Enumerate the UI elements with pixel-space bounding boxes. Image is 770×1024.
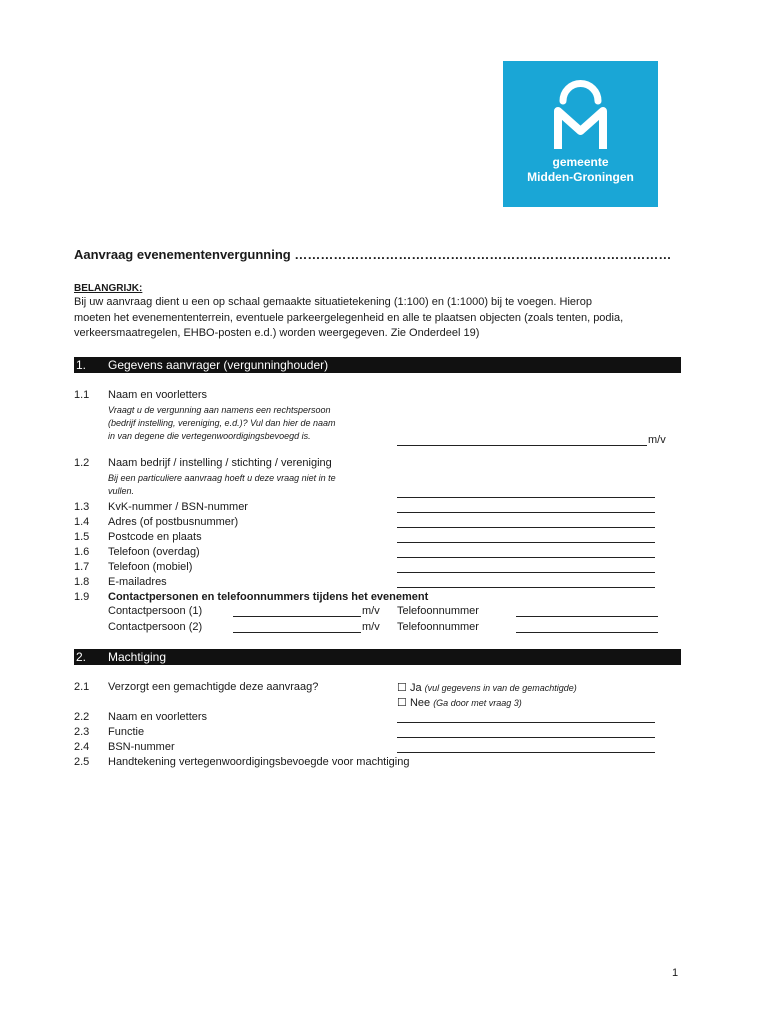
contact-1-phone-label: Telefoonnummer <box>397 605 479 617</box>
q1-5-input-line[interactable] <box>397 542 655 543</box>
q1-1-suffix: m/v <box>648 434 666 446</box>
page-number: 1 <box>672 967 679 979</box>
q1-7-label: Telefoon (mobiel) <box>108 561 193 573</box>
q1-2-input-line[interactable] <box>397 497 655 498</box>
contact-2-phone-label: Telefoonnummer <box>397 621 479 633</box>
contact-2-phone-input-line[interactable] <box>516 632 658 633</box>
q2-5-number: 2.5 <box>74 756 90 768</box>
q1-4-input-line[interactable] <box>397 527 655 528</box>
form-title: Aanvraag evenementenvergunning …………………………………………………………………………… <box>74 247 672 262</box>
q1-1-input-line[interactable] <box>397 445 647 446</box>
q1-3-label: KvK-nummer / BSN-nummer <box>108 501 248 513</box>
q1-6-number: 1.6 <box>74 546 90 558</box>
q1-8-label: E-mailadres <box>108 576 167 588</box>
q2-2-number: 2.2 <box>74 711 90 723</box>
contact-2-label: Contactpersoon (2) <box>108 621 203 633</box>
q2-1-label: Verzorgt een gemachtigde deze aanvraag? <box>108 681 319 693</box>
q1-2-hint-2: vullen. <box>108 486 135 496</box>
important-line-2: moeten het evenemententerrein, eventuele parkeergelegenheid en alle te plaatsen objecten (zoals tenten, podia, <box>74 312 624 324</box>
q2-4-input-line[interactable] <box>397 752 655 753</box>
q1-8-input-line[interactable] <box>397 587 655 588</box>
q1-7-number: 1.7 <box>74 561 90 573</box>
m-logo-icon <box>503 61 658 207</box>
section-2-number: 2. <box>76 650 87 664</box>
section-2-header <box>74 649 681 665</box>
section-1-title: Gegevens aanvrager (vergunninghouder) <box>108 358 329 372</box>
contact-1-phone-input-line[interactable] <box>516 616 658 617</box>
q1-2-hint-1: Bij een particuliere aanvraag hoeft u deze vraag niet in te <box>108 473 336 483</box>
important-line-3: verkeersmaatregelen, EHBO-posten e.d.) worden weergegeven. Zie Onderdeel 19) <box>74 327 480 339</box>
q2-3-number: 2.3 <box>74 726 90 738</box>
option-nee-label: Nee <box>409 697 431 709</box>
logo-text-line2: Midden-Groningen <box>527 170 634 184</box>
q2-4-label: BSN-nummer <box>108 741 175 753</box>
q1-8-number: 1.8 <box>74 576 90 588</box>
q1-3-number: 1.3 <box>74 501 90 513</box>
q2-2-input-line[interactable] <box>397 722 655 723</box>
q1-1-hint-2: (bedrijf instelling, vereniging, e.d.)? Vul dan hier de naam <box>108 418 336 428</box>
q1-4-number: 1.4 <box>74 516 90 528</box>
q1-9-number: 1.9 <box>74 591 90 603</box>
q2-2-label: Naam en voorletters <box>108 711 208 723</box>
option-nee-checkbox[interactable]: ☐ <box>397 697 407 709</box>
q1-5-label: Postcode en plaats <box>108 531 202 543</box>
q2-1-number: 2.1 <box>74 681 90 693</box>
q1-6-input-line[interactable] <box>397 557 655 558</box>
option-nee-note: (Ga door met vraag 3) <box>433 698 522 708</box>
contact-2-suffix: m/v <box>362 621 380 633</box>
important-heading: BELANGRIJK: <box>74 283 143 294</box>
q1-7-input-line[interactable] <box>397 572 655 573</box>
q1-4-label: Adres (of postbusnummer) <box>108 516 239 528</box>
q1-6-label: Telefoon (overdag) <box>108 546 200 558</box>
logo-text-line1: gemeente <box>552 155 609 169</box>
q2-4-number: 2.4 <box>74 741 90 753</box>
important-line-1: Bij uw aanvraag dient u een op schaal gemaakte situatietekening (1:100) en (1:1000) bij te voegen. Hierop <box>74 296 592 308</box>
section-2-title: Machtiging <box>108 650 167 664</box>
contact-1-input-line[interactable] <box>233 616 361 617</box>
option-ja-checkbox[interactable]: ☐ <box>397 682 407 694</box>
section-1-header <box>74 357 681 373</box>
q1-3-input-line[interactable] <box>397 512 655 513</box>
q1-2-label: Naam bedrijf / instelling / stichting / vereniging <box>108 457 332 469</box>
option-ja[interactable] <box>397 681 577 694</box>
section-1-number: 1. <box>76 358 87 372</box>
q1-9-label: Contactpersonen en telefoonnummers tijdens het evenement <box>108 591 429 603</box>
q1-1-hint-3: in van degene die vertegenwoordigingsbevoegd is. <box>108 431 311 441</box>
q2-5-label: Handtekening vertegenwoordigingsbevoegde voor machtiging <box>108 756 410 768</box>
contact-1-label: Contactpersoon (1) <box>108 605 203 617</box>
q1-5-number: 1.5 <box>74 531 90 543</box>
q2-3-input-line[interactable] <box>397 737 655 738</box>
q1-1-hint-1: Vraagt u de vergunning aan namens een rechtspersoon <box>108 405 331 415</box>
option-ja-note: (vul gegevens in van de gemachtigde) <box>424 683 577 693</box>
q2-3-label: Functie <box>108 726 145 738</box>
option-ja-label: Ja <box>409 682 422 694</box>
q1-1-number: 1.1 <box>74 389 90 401</box>
q1-2-number: 1.2 <box>74 457 90 469</box>
contact-1-suffix: m/v <box>362 605 380 617</box>
q1-1-label: Naam en voorletters <box>108 389 208 401</box>
option-nee[interactable] <box>397 696 522 709</box>
contact-2-input-line[interactable] <box>233 632 361 633</box>
municipality-logo <box>503 61 658 207</box>
